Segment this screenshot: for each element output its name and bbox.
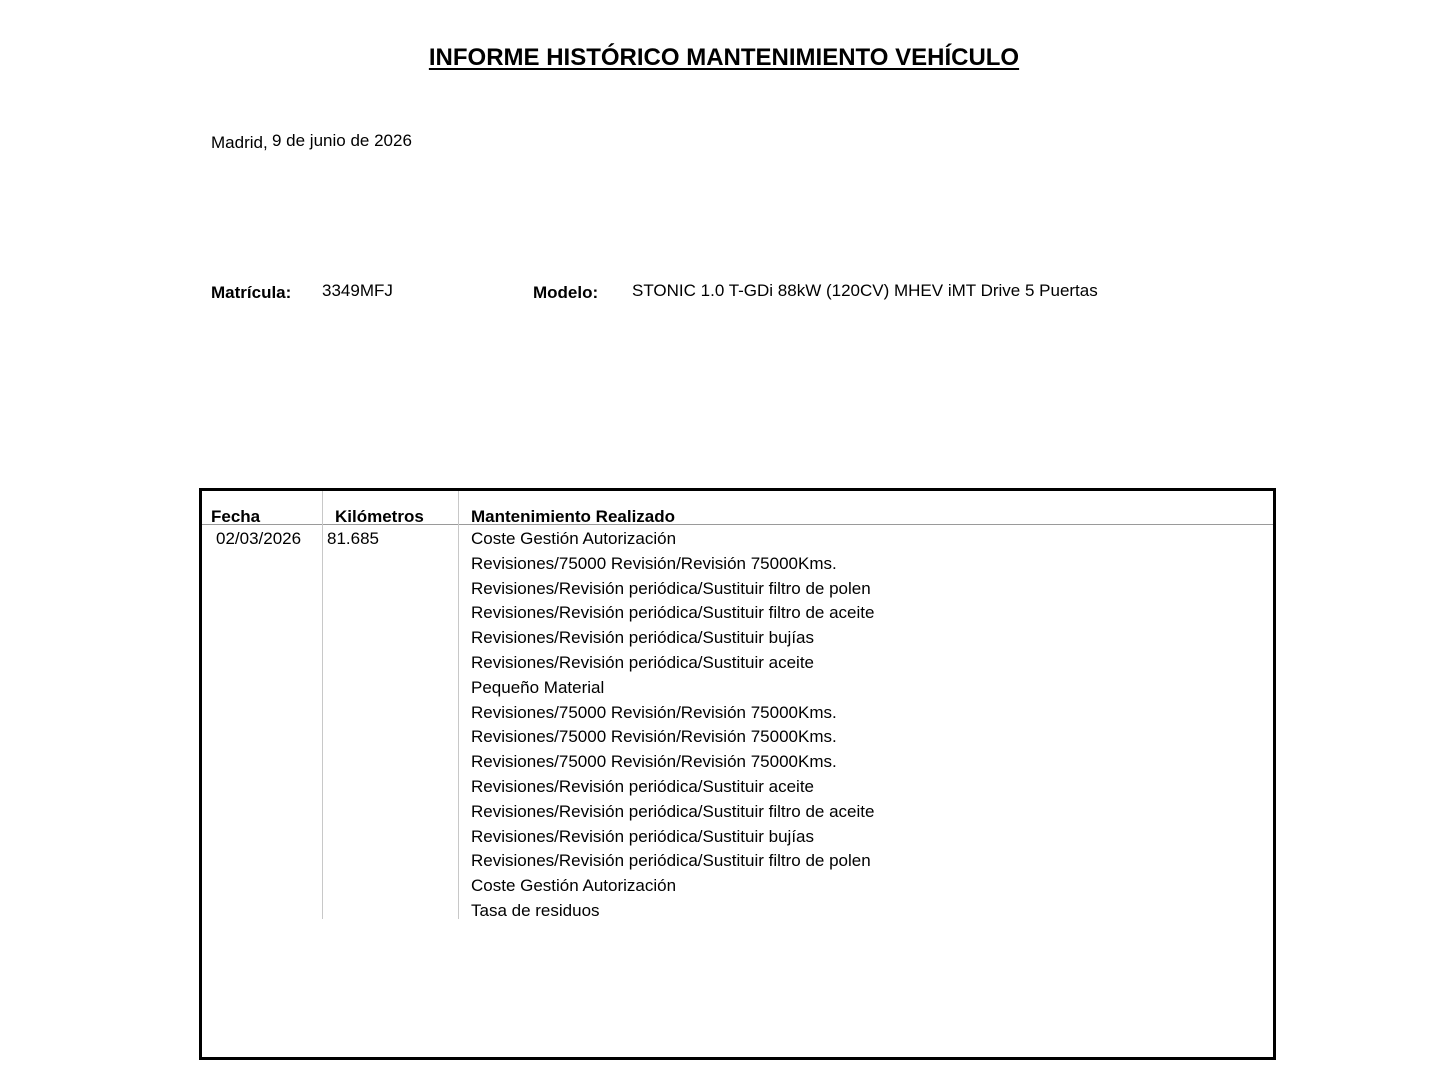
maintenance-item: Revisiones/Revisión periódica/Sustituir filtro de polen xyxy=(471,851,871,871)
maintenance-item: Revisiones/Revisión periódica/Sustituir aceite xyxy=(471,776,814,796)
maintenance-item: Pequeño Material xyxy=(471,677,605,697)
maintenance-item: Revisiones/Revisión periódica/Sustituir aceite xyxy=(471,652,814,672)
column-divider-date xyxy=(322,491,323,919)
maintenance-item: Coste Gestión Autorización xyxy=(471,876,677,896)
row-date: 02/03/2026 xyxy=(216,529,302,548)
report-title: INFORME HISTÓRICO MANTENIMIENTO VEHÍCULO xyxy=(428,44,1020,71)
model-label: Modelo: xyxy=(533,283,599,302)
header-km: Kilómetros xyxy=(335,507,424,526)
header-maintenance: Mantenimiento Realizado xyxy=(471,507,676,526)
maintenance-item: Revisiones/Revisión periódica/Sustituir bujías xyxy=(471,826,814,846)
report-date: 9 de junio de 2026 xyxy=(272,131,412,150)
maintenance-item: Revisiones/75000 Revisión/Revisión 75000Kms. xyxy=(471,702,837,722)
maintenance-item: Revisiones/75000 Revisión/Revisión 75000Kms. xyxy=(471,752,837,772)
header-date: Fecha xyxy=(211,507,261,526)
row-km: 81.685 xyxy=(327,529,379,548)
maintenance-item: Revisiones/75000 Revisión/Revisión 75000Kms. xyxy=(471,553,837,573)
maintenance-item: Revisiones/Revisión periódica/Sustituir filtro de aceite xyxy=(471,603,875,623)
maintenance-item: Tasa de residuos xyxy=(471,900,600,920)
plate-value: 3349MFJ xyxy=(322,281,393,300)
model-value: STONIC 1.0 T-GDi 88kW (120CV) MHEV iMT Drive 5 Puertas xyxy=(632,281,1098,300)
plate-label: Matrícula: xyxy=(211,283,292,302)
column-divider-km xyxy=(458,491,459,919)
maintenance-item: Revisiones/Revisión periódica/Sustituir bujías xyxy=(471,628,814,648)
maintenance-item: Revisiones/Revisión periódica/Sustituir filtro de polen xyxy=(471,578,871,598)
maintenance-items-list xyxy=(471,529,874,926)
maintenance-table xyxy=(199,488,1276,1060)
maintenance-item: Revisiones/Revisión periódica/Sustituir filtro de aceite xyxy=(471,801,875,821)
maintenance-item: Revisiones/75000 Revisión/Revisión 75000Kms. xyxy=(471,727,837,747)
report-place: Madrid, xyxy=(211,133,268,152)
maintenance-item: Coste Gestión Autorización xyxy=(471,529,677,548)
